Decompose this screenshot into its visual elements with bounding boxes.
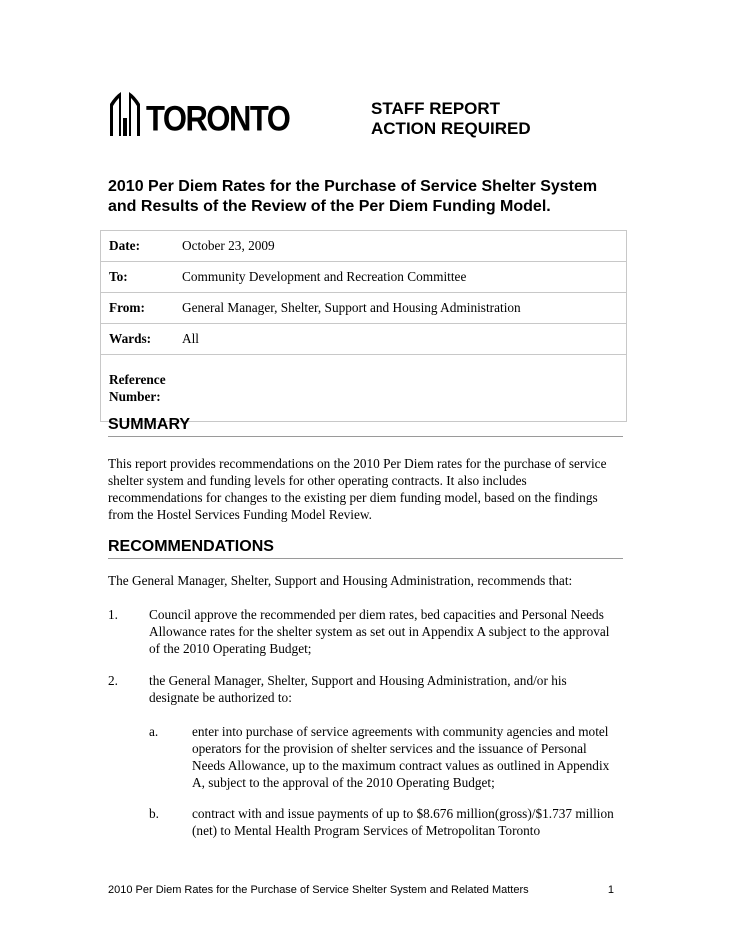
item2-text: the General Manager, Shelter, Support and Housing Administration, and/or his designate be authorized to: <box>149 673 567 705</box>
report-type-line1: STAFF REPORT <box>371 99 501 118</box>
logo-wordmark: TORONTO <box>146 98 290 139</box>
meta-row-to <box>101 262 627 293</box>
sub-item-a-text: enter into purchase of service agreements with community agencies and motel operators for the provision of shelter services and the issuance of Personal Needs Allowance, up to the maximum contract values as outlined in Appendix A, subject to the approval of the 2010 Operating Budget; <box>192 724 610 790</box>
wards-value: All <box>174 324 627 355</box>
to-value: Community Development and Recreation Committee <box>174 262 627 293</box>
summary-text: This report provides recommendations on the 2010 Per Diem rates for the purchase of service shelter system and funding levels for other operating contracts. It also includes recommendations for changes to the existing per diem funding model, based on the findings from the Hostel Services Funding Model Review. <box>108 456 607 522</box>
meta-row-date <box>101 231 627 262</box>
footer-text: 2010 Per Diem Rates for the Purchase of Service Shelter System and Related Matters <box>108 884 529 896</box>
reference-label-line1: Reference <box>109 372 166 387</box>
recommendations-intro: The General Manager, Shelter, Support and Housing Administration, recommends that: <box>108 573 573 588</box>
recommendations-heading: RECOMMENDATIONS <box>108 538 623 559</box>
meta-row-wards <box>101 324 627 355</box>
reference-label-line2: Number: <box>109 389 161 404</box>
report-type-line2: ACTION REQUIRED <box>371 119 531 138</box>
wards-label: Wards: <box>101 324 175 355</box>
date-value: October 23, 2009 <box>174 231 627 262</box>
from-value: General Manager, Shelter, Support and Housing Administration <box>174 293 627 324</box>
reference-label <box>101 355 175 422</box>
meta-row-from <box>101 293 627 324</box>
meta-row-reference <box>101 355 627 422</box>
summary-heading: SUMMARY <box>108 416 623 437</box>
report-type <box>371 99 531 139</box>
report-title: 2010 Per Diem Rates for the Purchase of Service Shelter System and Results of the Review of the Per Diem Funding Model. <box>108 178 598 215</box>
to-label: To: <box>101 262 175 293</box>
page-footer <box>108 884 614 896</box>
sub-item-b-letter: b. <box>149 806 159 821</box>
date-label: Date: <box>101 231 175 262</box>
report-meta-table <box>100 230 627 422</box>
item1-text: Council approve the recommended per diem rates, bed capacities and Personal Needs Allowance rates for the shelter system as set out in Appendix A subject to the approval of the 2010 Operating Budget; <box>149 607 610 656</box>
from-label: From: <box>101 293 175 324</box>
item2-number: 2. <box>108 673 118 688</box>
sub-item-b-text: contract with and issue payments of up to $8.676 million(gross)/$1.737 million (net) to Mental Health Program Services of Metropolitan Toronto <box>192 806 614 838</box>
reference-value <box>174 355 627 422</box>
city-hall-icon <box>108 92 142 136</box>
page-number: 1 <box>607 884 614 896</box>
sub-item-a-letter: a. <box>149 724 159 739</box>
item1-number: 1. <box>108 607 118 622</box>
toronto-logo <box>108 92 290 139</box>
